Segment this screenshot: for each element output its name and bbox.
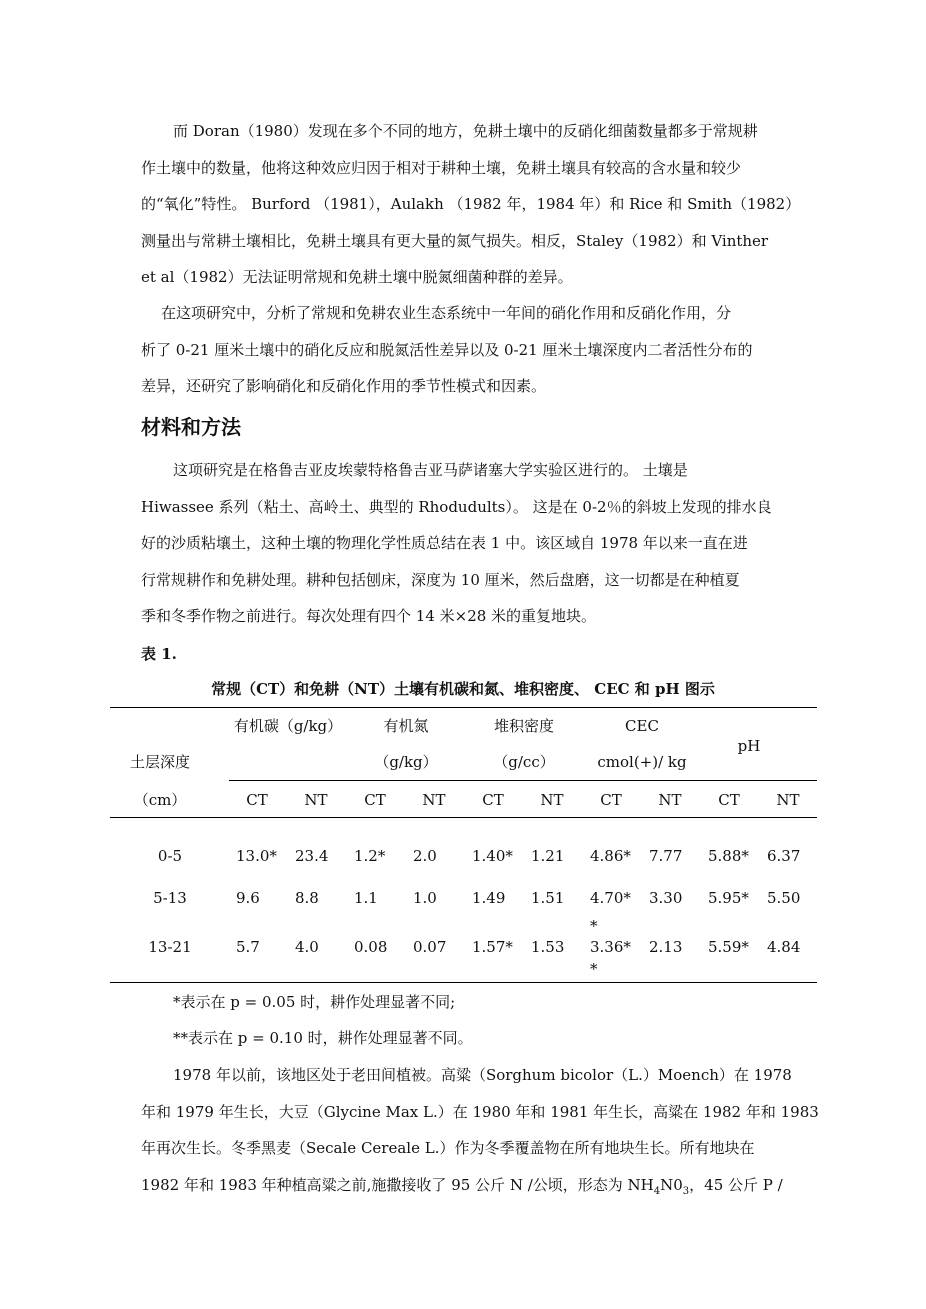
subheader-nt: NT [658,791,682,809]
table-cell: 23.4 [295,847,329,865]
table-header-rule [229,780,709,781]
paragraph-line: 行常规耕作和免耕处理。耕种包括刨床，深度为 10 厘米，然后盘磨，这一切都是在种植夏 [141,570,740,589]
group-unit-cec: cmol(+)/ kg [597,753,687,771]
table-caption: 常规（CT）和免耕（NT）土壤有机碳和氮、堆积密度、 CEC 和 pH 图示 [211,680,715,698]
table-cell: 0.07 [413,938,447,956]
subheader-nt: NT [422,791,446,809]
table-cell: 5.59* [708,938,749,956]
table-cell: 2.13 [649,938,683,956]
table-cell: 5.88* [708,847,749,865]
section-heading: 材料和方法 [141,415,241,439]
group-header-ph: pH [737,737,761,755]
table-cell: 4.86* [590,847,631,865]
paragraph-line: 这项研究是在格鲁吉亚皮埃蒙特格鲁吉亚马萨诸塞大学实验区进行的。 土壤是 [173,461,688,479]
paragraph-line: 测量出与常耕土壤相比，免耕土壤具有更大量的氮气损失。相反，Staley（1982）和 Vinther [141,231,769,250]
paragraph-line: 年再次生长。冬季黑麦（Secale Cereale L.）作为冬季覆盖物在所有地块生长。所有地块在 [141,1139,755,1157]
subheader-nt: NT [776,791,800,809]
subheader-nt: NT [304,791,328,809]
subheader-ct: CT [364,791,386,809]
paragraph-line: 的“氧化”特性。 Burford （1981），Aulakh （1982 年，1984 年）和 Rice 和 Smith（1982） [141,195,801,213]
table-cell: 9.6 [236,889,260,907]
table-cell: 5.95* [708,889,749,907]
subheader-ct: CT [718,791,740,809]
row-depth: 0-5 [157,847,183,865]
table-cell: 5.50 [767,889,801,907]
paragraph-line: 年和 1979 年生长，大豆（Glycine Max L.）在 1980 年和 1981 年生长，高粱在 1982 年和 1983 [141,1102,819,1121]
study-paragraph [141,295,789,405]
table-cell: 4.0 [295,938,319,956]
table-cell: 1.2* [354,847,386,865]
paragraph-line: 差异，还研究了影响硝化和反硝化作用的季节性模式和因素。 [141,377,547,395]
depth-unit: （cm） [133,791,187,809]
paragraph-line: 好的沙质粘壤土，这种土壤的物理化学性质总结在表 1 中。该区域自 1978 年以来一直在进 [141,534,748,552]
intro-paragraph [141,113,801,296]
depth-header: 土层深度 [129,753,190,771]
table-cell: 2.0 [413,847,437,865]
table-cell: 4.84 [767,938,801,956]
subscript: 4 [653,1185,661,1197]
table-cell: 1.51 [531,889,565,907]
table-cell: 1.53 [531,938,565,956]
subheader-nt: NT [540,791,564,809]
table-cell: 1.40* [472,847,513,865]
paragraph-line: 而 Doran（1980）发现在多个不同的地方，免耕土壤中的反硝化细菌数量都多于常规耕 [173,122,758,140]
table-cell-continuation: * [590,960,598,978]
table-label: 表 1. [141,645,177,663]
group-unit-organic-nitrogen: （g/kg） [374,753,438,771]
subheader-ct: CT [600,791,622,809]
table-note: *表示在 p = 0.05 时，耕作处理显著不同; [173,993,456,1011]
history-paragraph [141,1057,819,1210]
table-cell: 5.7 [236,938,260,956]
group-unit-bulk-density: （g/cc） [493,753,555,771]
table-cell: 1.49 [472,889,506,907]
table-cell-continuation: * [590,917,598,935]
paragraph-line: 作土壤中的数量，他将这种效应归因于相对于耕种土壤，免耕土壤具有较高的含水量和较少 [141,158,742,177]
subscript: 3 [682,1185,690,1197]
subheader-ct: CT [246,791,268,809]
table-header-rule-ph [709,780,817,781]
group-header-organic-carbon: 有机碳（g/kg） [233,717,343,735]
table-top-rule [110,707,817,708]
paragraph-line: 1978 年以前，该地区处于老田间植被。高粱（Sorghum bicolor（L.）Moench）在 1978 [173,1066,792,1084]
table-subheader-rule [110,817,817,818]
row-depth: 5-13 [153,889,187,907]
table-cell: 1.21 [531,847,565,865]
table-cell: 8.8 [295,889,319,907]
table-cell: 1.1 [354,889,378,907]
group-header-cec: CEC [625,717,659,735]
table-cell: 6.37 [767,847,801,865]
group-header-organic-nitrogen: 有机氮 [383,717,429,735]
table-cell: 3.36* [590,938,631,956]
paragraph-line: et al（1982）无法证明常规和免耕土壤中脱氮细菌种群的差异。 [141,268,573,286]
subheader-ct: CT [482,791,504,809]
line-text: N0 [660,1175,683,1194]
methods-paragraph [141,452,789,635]
line-text: ，45 公斤 P / [689,1175,783,1194]
paragraph-line: 析了 0-21 厘米土壤中的硝化反应和脱氮活性差异以及 0-21 厘米土壤深度内二者活性分布的 [141,340,753,359]
paragraph-line: Hiwassee 系列（粘土、高岭土、典型的 Rhodudults）。 这是在 0-2％的斜坡上发现的排水良 [141,497,772,516]
table-cell: 13.0* [236,847,277,865]
table-cell: 1.57* [472,938,513,956]
table-cell: 3.30 [649,889,683,907]
row-depth: 13-21 [148,938,192,956]
paragraph-line: 季和冬季作物之前进行。每次处理有四个 14 米×28 米的重复地块。 [141,607,597,625]
table-note: **表示在 p = 0.10 时，耕作处理显著不同。 [173,1029,473,1047]
table-bottom-rule [110,982,817,983]
table-cell: 1.0 [413,889,437,907]
table-cell: 7.77 [649,847,683,865]
line-text: 1982 年和 1983 年种植高粱之前,施撒接收了 95 公斤 N /公顷，形态为 NH [141,1175,654,1194]
table-cell: 0.08 [354,938,388,956]
paragraph-line [141,1167,789,1211]
table-cell: 4.70* [590,889,631,907]
group-header-bulk-density: 堆积密度 [493,717,554,735]
paragraph-line: 在这项研究中，分析了常规和免耕农业生态系统中一年间的硝化作用和反硝化作用，分 [161,304,732,322]
